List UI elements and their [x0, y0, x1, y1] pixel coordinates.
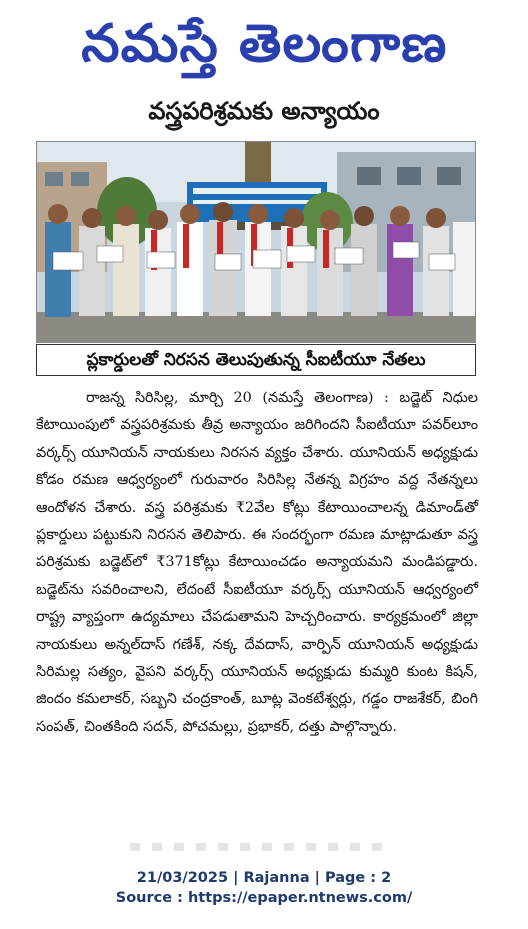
clipping-date-edition: 21/03/2025 | Rajanna | Page : 2 — [136, 870, 392, 886]
newspaper-masthead — [0, 8, 528, 80]
clipping-source: Source : https://epaper.ntnews.com/ — [115, 890, 413, 906]
article-body: రాజన్న సిరిసిల్ల, మార్చి 20 (నమస్తే తెలంగాణ) : బడ్జెట్ నిధుల కేటాయింపులో వస్త్రపరిశ్రమకు తీవ్ర అన్యాయం జరిగిందని సీఐటీయూ పవర్‌లూం వర్కర్స్ యూనియన్ నాయకులు నిరసన వ్యక్తం చేశారు. యూనియన్ అధ్యక్షుడు కోడం రమణ ఆధ్వర్యంలో గురువారం సిరిసిల్ల నేతన్న విగ్రహం వద్ద నేతన్నలు ఆందోళన చేశారు. వస్త్ర పరిశ్రమకు ₹2వేల కోట్లు కేటాయించాలన్న డిమాండ్‌తో ప్లకార్డులు పట్టుకుని నిరసన తెలిపారు. ఈ సందర్భంగా రమణ మాట్లాడుతూ వస్త్ర పరిశ్రమకు బడ్జెట్‌లో ₹371కోట్లు కేటాయించడం అన్యాయమని మండిపడ్డారు. బడ్జెట్‌ను సవరించాలని, లేదంటే సీఐటీయూ వర్కర్స్ యూనియన్ ఆధ్వర్యంలో రాష్ట్ర వ్యాప్తంగా ఉద్యమాలు చేపడుతామని హెచ్చరించారు. కార్యక్రమంలో జిల్లా నాయకులు అన్నల్‌దాస్ గణేశ్, నక్క దేవదాస్, వార్పిన్ యూనియన్ అధ్యక్షుడు సిరిమల్ల సత్యం, వైపని వర్కర్స్ యూనియన్ అధ్యక్షుడు కుమ్మరి కుంట కిషన్, జిందం కమలాకర్, సబ్బని చంద్రకాంత్, బూట్ల వెంకటేశ్వర్లు, గడ్డం రాజశేకర్, బింగి సంపత్, చింతకింది సదన్, పోచమల్లు, ప్రభాకర్, దత్తు పాల్గొన్నారు. — [36, 390, 478, 735]
photo-caption-box — [36, 344, 476, 376]
news-photo — [36, 141, 476, 343]
article-headline: వస్త్రపరిశ్రమకు అన్యాయం — [148, 97, 380, 125]
print-artifact — [130, 843, 390, 851]
masthead-title: నమస్తే తెలంగాణ — [80, 14, 448, 74]
protest-photo-illustration — [37, 142, 475, 342]
photo-caption: ప్లకార్డులతో నిరసన తెలుపుతున్న సీఐటీయూ నేతలు — [86, 350, 426, 370]
clipping-footer — [0, 868, 528, 908]
